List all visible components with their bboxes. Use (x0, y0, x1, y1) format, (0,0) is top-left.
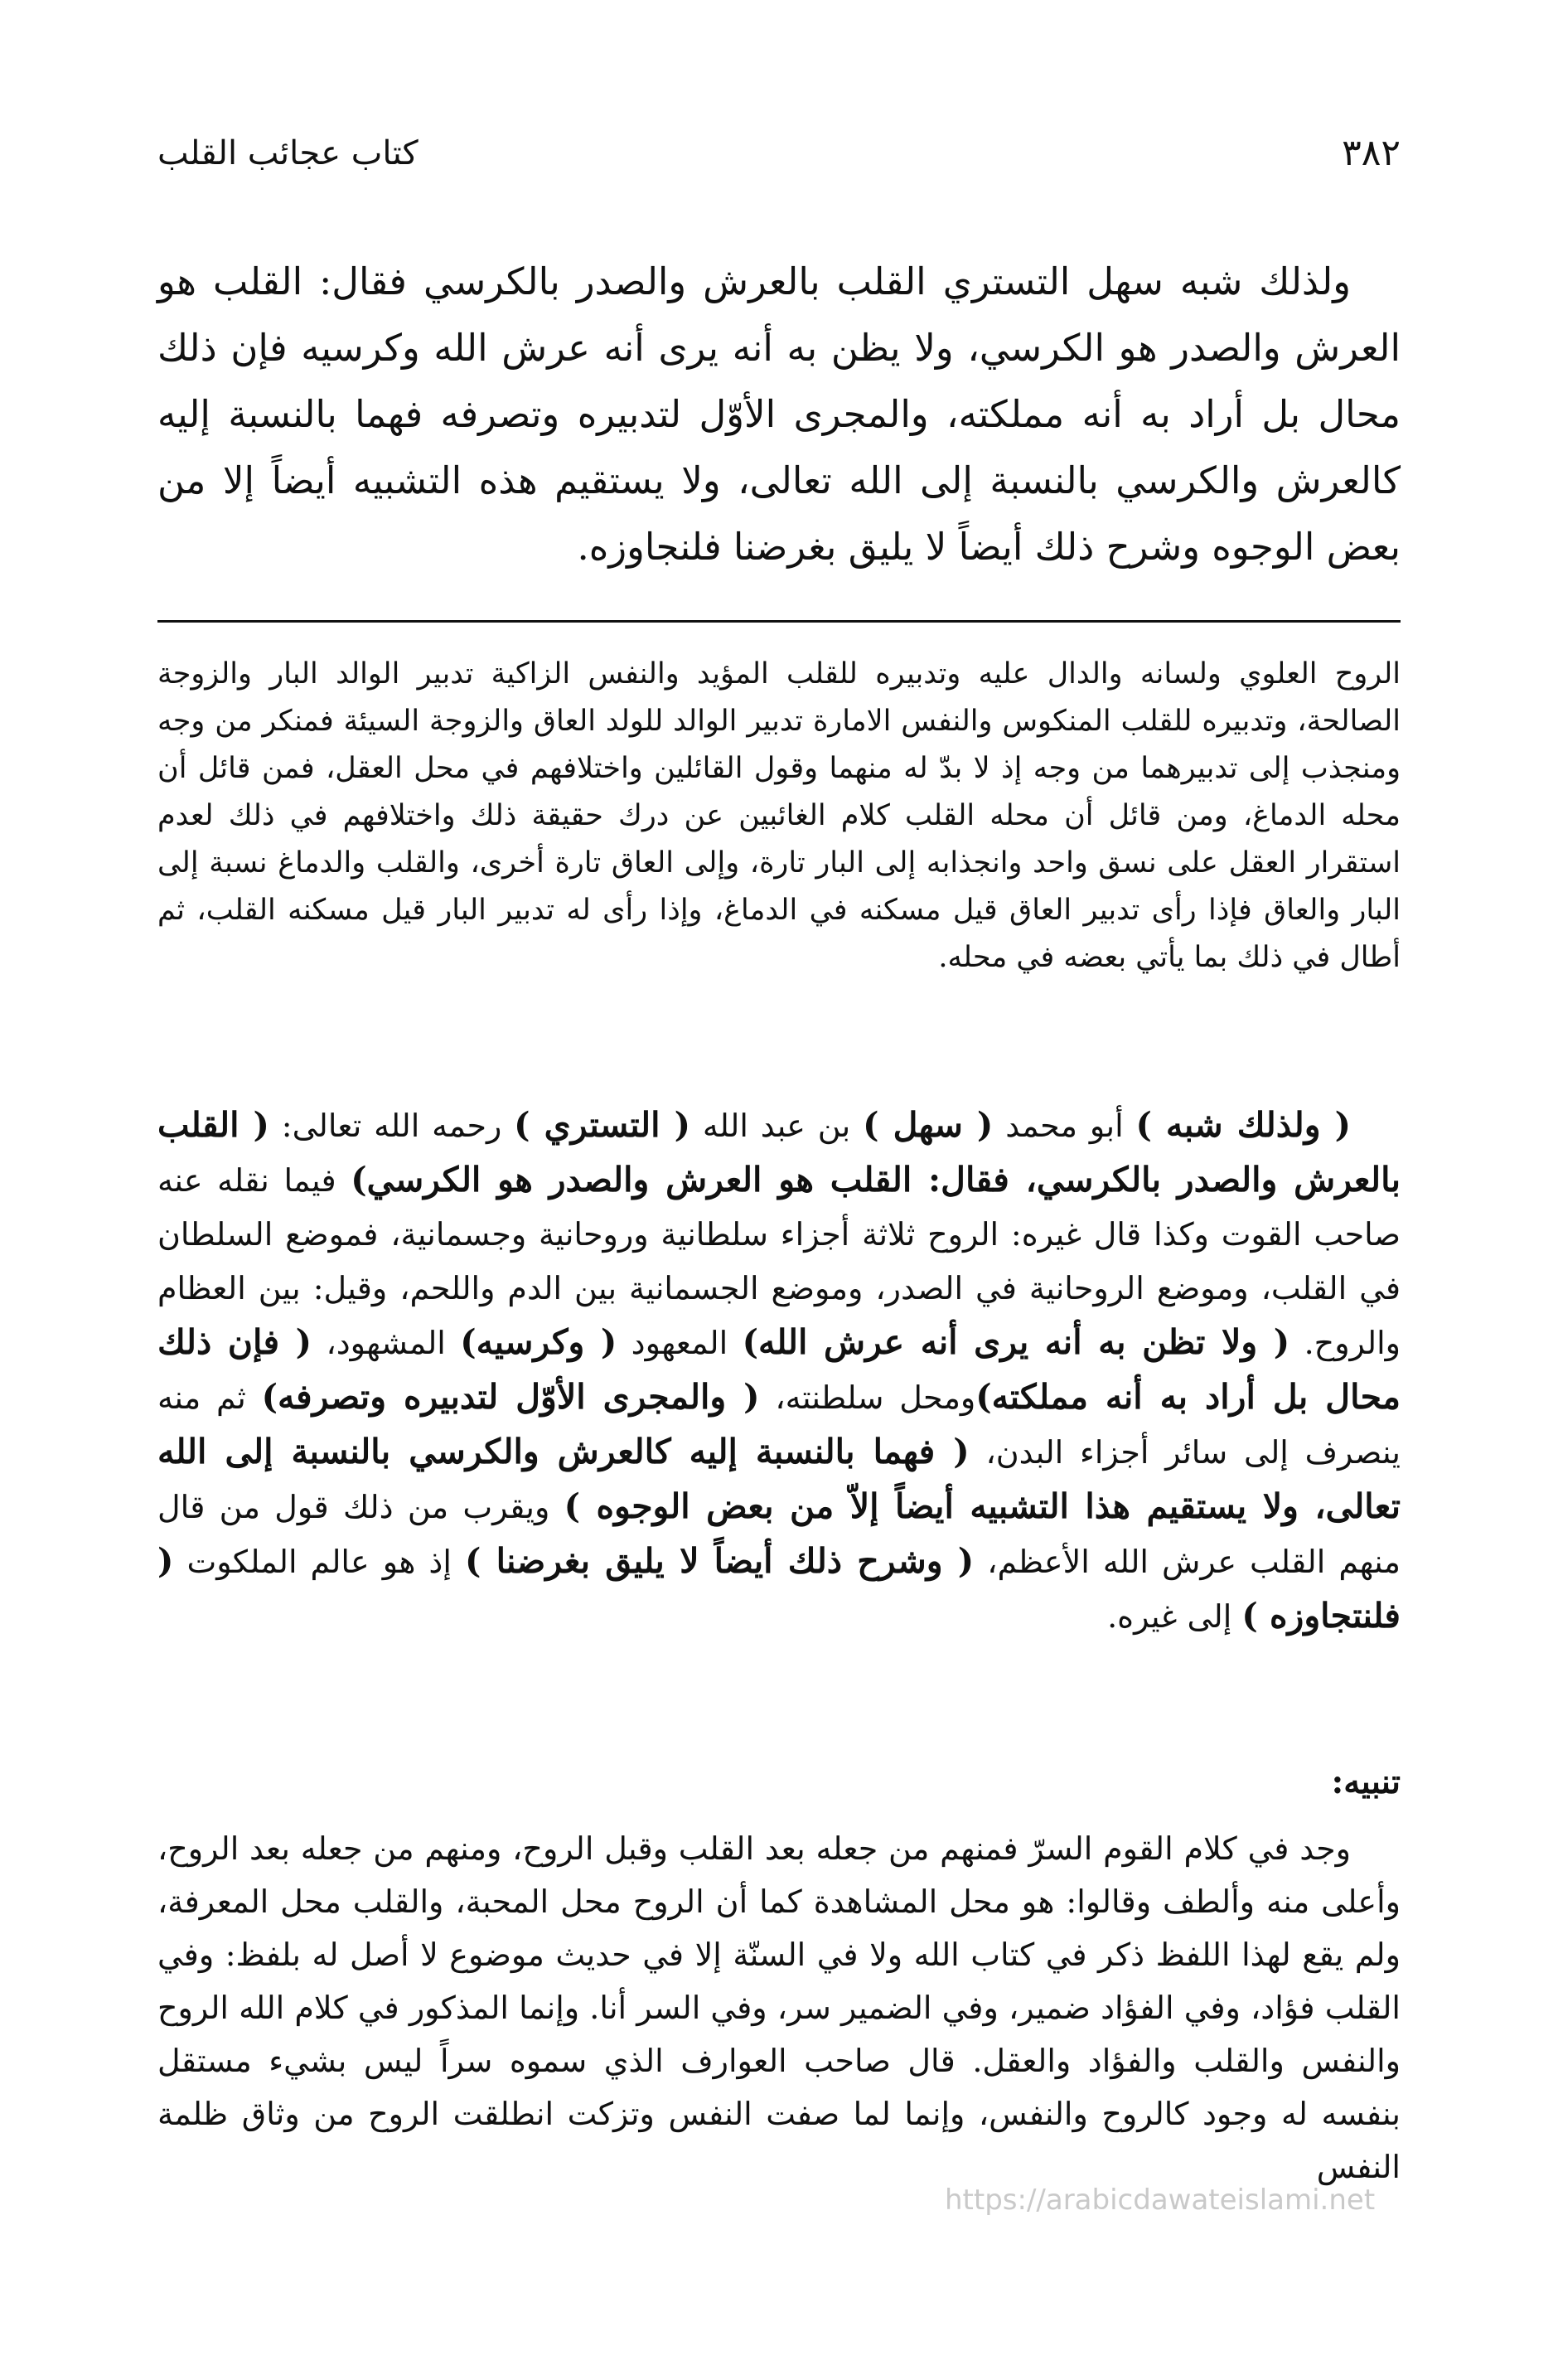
quoted-phrase: ( فهما بالنسبة إليه كالعرش والكرسي بالنسبة إلى الله تعالى، ولا يستقيم هذا التشبيه أيضاً إلاّ من بعض الوجوه ) (157, 1432, 1401, 1526)
marginal-note: الروح العلوي ولسانه والدال عليه وتدبيره للقلب المؤيد والنفس الزاكية تدبير الوالد البار والزوجة الصالحة، وتدبيره للقلب المنكوس والنفس الامارة تدبير الوالد للولد العاق والزوجة السيئة فمنكر من وجه ومنجذب إلى تدبيرهما من وجه إذ لا بدّ له منهما وقول القائلين واختلافهم في محل العقل، فمن قائل أن محله الدماغ، ومن قائل أن محله القلب كلام الغائبين عن درك حقيقة ذلك واختلافهم في ذلك لعدم استقرار العقل على نسق واحد وانجذابه إلى البار تارة، وإلى العاق تارة أخرى، والقلب والدماغ نسبة إلى البار والعاق فإذا رأى تدبير العاق قيل مسكنه في الدماغ، وإذا رأى له تدبير البار قيل مسكنه القلب، ثم أطال في ذلك بما يأتي بعضه في محله. (157, 657, 1401, 974)
quoted-phrase: ( ولذلك شبه ) (1135, 1105, 1352, 1145)
commentary-segment: أبو محمد (993, 1108, 1136, 1144)
running-title: كتاب عجائب القلب (157, 134, 419, 172)
page-number: ٣٨٢ (1342, 132, 1401, 174)
commentary-segment: ثم منه ينصرف إلى سائر أجزاء البدن، (157, 1379, 1401, 1471)
section-heading: تنبيه: (1331, 1762, 1401, 1801)
quoted-phrase: ( والمجرى الأوّل لتدبيره وتصرفه) (261, 1377, 760, 1417)
quoted-phrase: ( فلنتجاوزه ) (157, 1541, 1401, 1636)
commentary-segment: إذ هو عالم الملكوت (173, 1544, 465, 1580)
commentary-segment: إلى غيره. (1107, 1598, 1242, 1635)
section-text: وجد في كلام القوم السرّ فمنهم من جعله بعد القلب وقبل الروح، ومنهم من جعله بعد الروح، وأعلى منه وألطف وقالوا: هو محل المشاهدة كما أن الروح محل المحبة، والقلب محل المعرفة، ولم يقع لهذا اللفظ ذكر في كتاب الله ولا في السنّة إلا في حديث موضوع لا أصل له بلفظ: وفي القلب فؤاد، وفي الفؤاد ضمير، وفي الضمير سر، وفي السر أنا. وإنما المذكور في كلام الله الروح والنفس والقلب والفؤاد والعقل. قال صاحب العوارف الذي سموه سراً ليس بشيء مستقل بنفسه له وجود كالروح والنفس، وإنما لما صفت النفس وتزكت انطلقت الروح من وثاق ظلمة النفس (157, 1830, 1401, 2185)
quoted-phrase: ( ولا تظن به أنه يرى أنه عرش الله) (742, 1322, 1290, 1362)
quoted-phrase: ( التستري ) (514, 1105, 690, 1145)
commentary-segment: المعهود (617, 1325, 743, 1361)
commentary-text (157, 1098, 1401, 1644)
footnote-divider (157, 620, 1401, 623)
commentary-segment: رحمه الله تعالى: (269, 1108, 515, 1144)
watermark-url: https://arabicdawateislami.net (945, 2184, 1376, 2217)
quoted-phrase: ( فإن ذلك محال بل أراد به أنه مملكته) (157, 1322, 1401, 1417)
commentary-segment: ويقرب من ذلك قول من قال منهم القلب عرش الله الأعظم، (157, 1489, 1401, 1580)
commentary-segment: ومحل سلطنته، (759, 1379, 976, 1416)
page-header (157, 124, 1401, 182)
commentary-segment: فيما نقله عنه صاحب القوت وكذا قال غيره: الروح ثلاثة أجزاء سلطانية وروحانية وجسمانية، فموضع السلطان في القلب، وموضع الروحانية في الصدر، وموضع الجسمانية بين الدم واللحم، وقيل: بين العظام والروح. (157, 1162, 1401, 1361)
quoted-phrase: ( وشرح ذلك أيضاً لا يليق بغرضنا ) (464, 1541, 975, 1581)
commentary-segment: المشهود، (312, 1325, 461, 1361)
quoted-phrase: ( القلب بالعرش والصدر بالكرسي، فقال: القلب هو العرش والصدر هو الكرسي) (157, 1105, 1401, 1200)
quoted-phrase: ( سهل ) (863, 1105, 994, 1145)
main-text: ولذلك شبه سهل التستري القلب بالعرش والصدر بالكرسي فقال: القلب هو العرش والصدر هو الكرسي، ولا يظن به أنه يرى أنه عرش الله وكرسيه فإن ذلك محال بل أراد به أنه مملكته، والمجرى الأوّل لتدبيره وتصرفه فهما بالنسبة إليه كالعرش والكرسي بالنسبة إلى الله تعالى، ولا يستقيم هذه التشبيه أيضاً إلا من بعض الوجوه وشرح ذلك أيضاً لا يليق بغرضنا فلنجاوزه. (157, 259, 1401, 569)
quoted-phrase: ( وكرسيه) (460, 1322, 617, 1362)
commentary-segment: بن عبد الله (690, 1108, 864, 1144)
